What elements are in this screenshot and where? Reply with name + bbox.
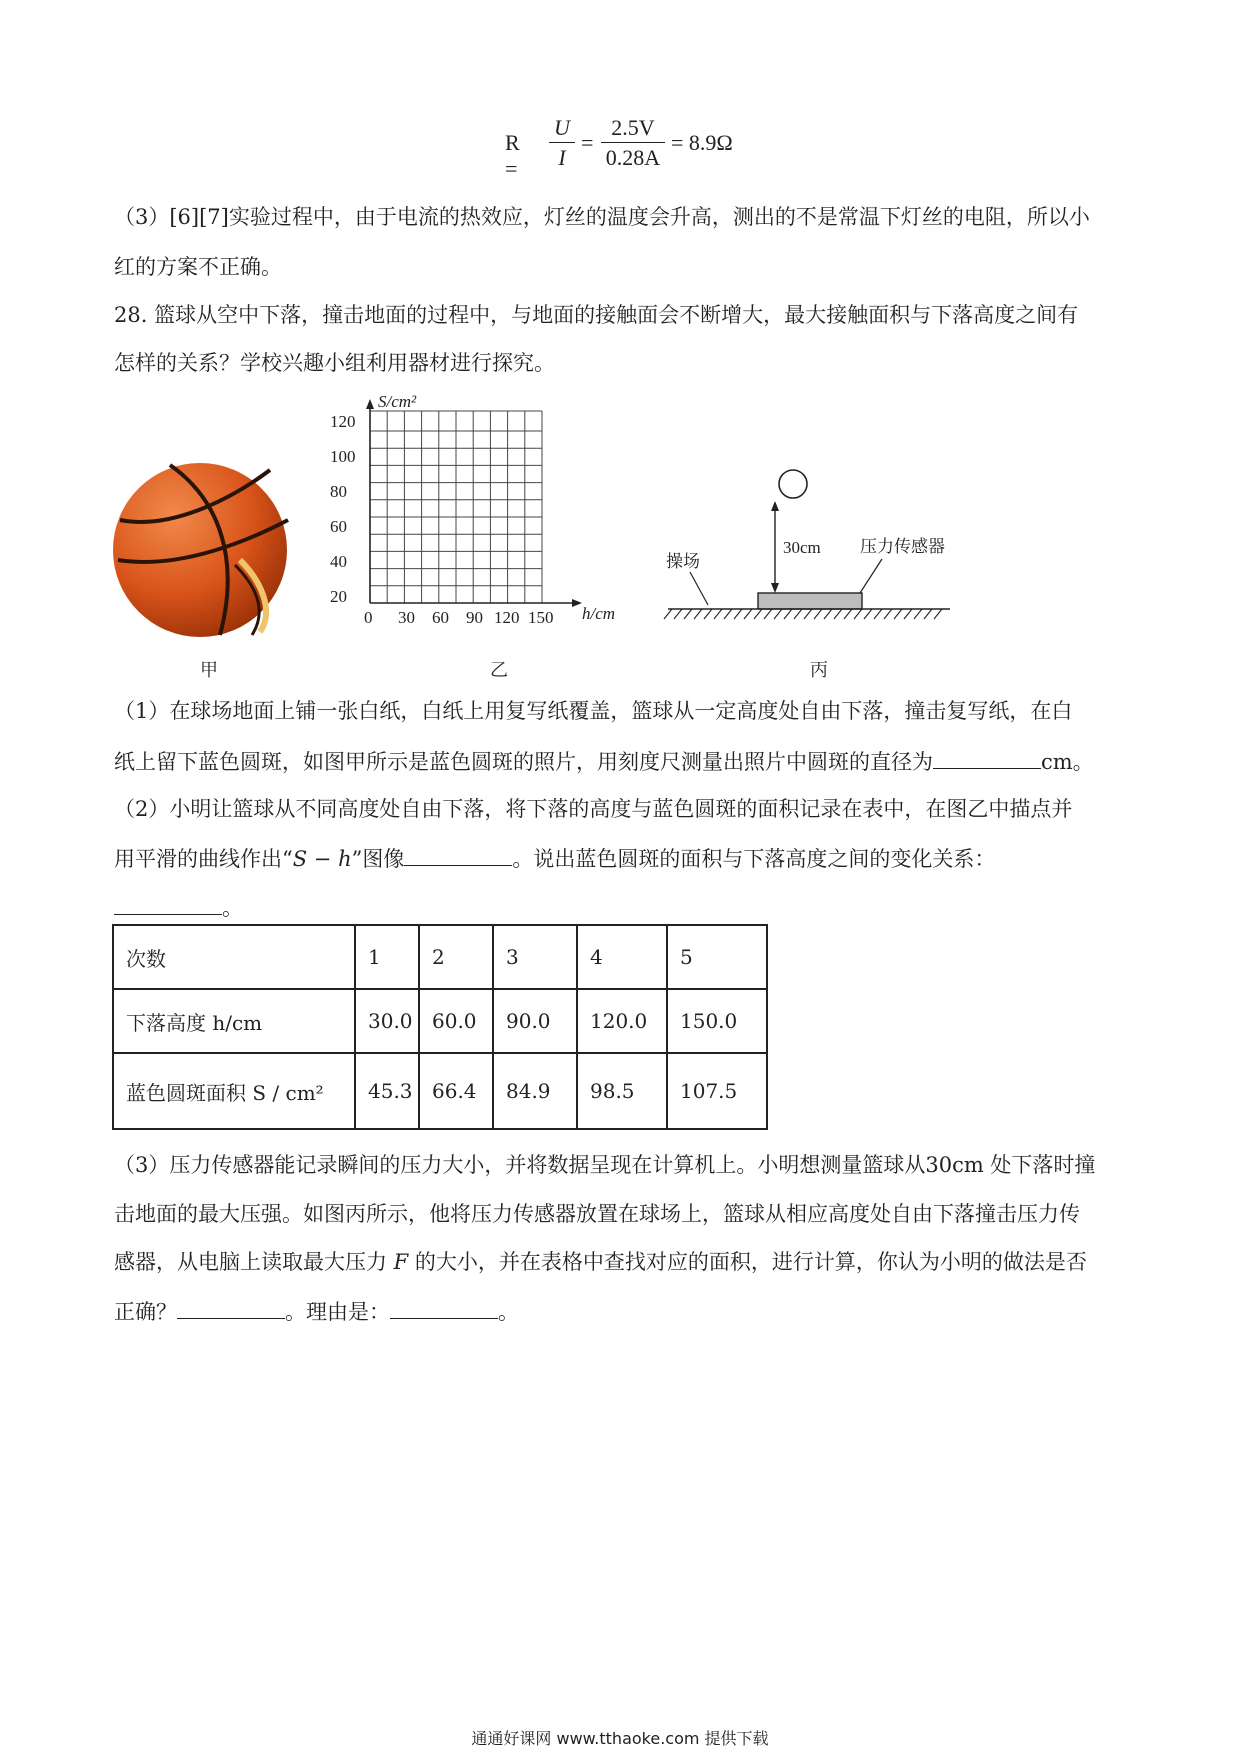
answer-blank-reason[interactable] bbox=[390, 1296, 498, 1319]
drop-test-diagram bbox=[660, 465, 950, 625]
hatch-mark bbox=[724, 609, 732, 619]
data-table bbox=[112, 924, 768, 1130]
part3-line-2: 击地面的最大压强。如图丙所示，他将压力传感器放置在球场上，篮球从相应高度处自由下落撞击压力传 bbox=[114, 1202, 1080, 1226]
hatch-mark bbox=[904, 609, 912, 619]
hatch-mark bbox=[844, 609, 852, 619]
table-cell: 120.0 bbox=[577, 989, 667, 1053]
table-header-cell: 5 bbox=[667, 925, 767, 989]
y-tick-label: 20 bbox=[330, 587, 347, 606]
y-tick-labels bbox=[330, 412, 356, 606]
chart-grid bbox=[370, 411, 542, 603]
y-tick-label: 80 bbox=[330, 482, 347, 501]
x-tick-labels bbox=[364, 608, 554, 627]
x-tick-label: 60 bbox=[432, 608, 449, 627]
hatch-mark bbox=[914, 609, 922, 619]
hatch-mark bbox=[924, 609, 932, 619]
hatch-mark bbox=[714, 609, 722, 619]
pressure-sensor bbox=[758, 593, 862, 609]
hatch-mark bbox=[884, 609, 892, 619]
part1-line-2: 纸上留下蓝色圆斑，如图甲所示是蓝色圆斑的照片，用刻度尺测量出照片中圆斑的直径为 cm。 bbox=[114, 746, 1094, 777]
table-header-cell: 3 bbox=[493, 925, 577, 989]
part3-line-1: （3）压力传感器能记录瞬间的压力大小，并将数据呈现在计算机上。小明想测量篮球从30cm 处下落时撞 bbox=[114, 1153, 1096, 1177]
table-cell: 30.0 bbox=[355, 989, 419, 1053]
ground-label: 操场 bbox=[666, 552, 700, 572]
table-cell: 下落高度 h/cm bbox=[113, 989, 355, 1053]
table-row bbox=[113, 925, 767, 989]
caption-jia: 甲 bbox=[200, 660, 218, 681]
formula-result: = 8.9Ω bbox=[671, 130, 733, 155]
hatch-mark bbox=[874, 609, 882, 619]
table-cell: 107.5 bbox=[667, 1053, 767, 1129]
x-tick-label: 120 bbox=[494, 608, 520, 627]
hatch-mark bbox=[854, 609, 862, 619]
hatch-mark bbox=[704, 609, 712, 619]
table-cell: 150.0 bbox=[667, 989, 767, 1053]
table-row bbox=[113, 1053, 767, 1129]
part2-line-2: 用平滑的曲线作出“S − h”图像 。说出蓝色圆斑的面积与下落高度之间的变化关系： bbox=[114, 843, 995, 874]
caption-yi: 乙 bbox=[490, 660, 508, 681]
part1-line-1: （1）在球场地面上铺一张白纸，白纸上用复写纸覆盖，篮球从一定高度处自由下落，撞击复写纸，在白 bbox=[114, 699, 1073, 723]
fraction-u-over-i: $\frac{U}{I}$ bbox=[549, 114, 575, 173]
table-row bbox=[113, 989, 767, 1053]
prev-answer-line-1: （3）[6][7]实验过程中，由于电流的热效应，灯丝的温度会升高，测出的不是常温下灯丝的电阻，所以小 bbox=[114, 205, 1090, 229]
answer-blank-correct[interactable] bbox=[177, 1296, 285, 1319]
x-axis-label: h/cm bbox=[582, 604, 616, 623]
hatch-mark bbox=[864, 609, 872, 619]
y-tick-label: 100 bbox=[330, 447, 356, 466]
table-cell: 45.3 bbox=[355, 1053, 419, 1129]
hatch-mark bbox=[824, 609, 832, 619]
part2-line-3: 。 bbox=[114, 892, 243, 923]
x-tick-label: 0 bbox=[364, 608, 373, 627]
x-axis-arrow bbox=[572, 599, 582, 607]
hatch-mark bbox=[804, 609, 812, 619]
caption-bing: 丙 bbox=[810, 660, 828, 681]
answer-blank-diameter[interactable] bbox=[933, 746, 1041, 769]
y-tick-label: 40 bbox=[330, 552, 347, 571]
sensor-label: 压力传感器 bbox=[860, 537, 945, 557]
hatch-mark bbox=[764, 609, 772, 619]
y-axis-label: S/cm² bbox=[378, 395, 417, 411]
y-tick-label: 60 bbox=[330, 517, 347, 536]
hatch-mark bbox=[744, 609, 752, 619]
table-header-cell: 次数 bbox=[113, 925, 355, 989]
hatch-mark bbox=[694, 609, 702, 619]
ball-icon bbox=[779, 470, 807, 498]
fraction-values: $\frac{2.5V}{0.28A}$ bbox=[601, 114, 665, 173]
hatch-mark bbox=[814, 609, 822, 619]
hatch-mark bbox=[794, 609, 802, 619]
table-header-cell: 4 bbox=[577, 925, 667, 989]
table-header-cell: 1 bbox=[355, 925, 419, 989]
table-cell: 90.0 bbox=[493, 989, 577, 1053]
page-footer: 通通好课网 www.tthaoke.com 提供下载 bbox=[471, 1729, 769, 1748]
formula-equals: = bbox=[581, 130, 594, 155]
part3-line-3: 感器，从电脑上读取最大压力 F 的大小，并在表格中查找对应的面积，进行计算，你认为小明的做法是否 bbox=[114, 1250, 1087, 1274]
hatch-mark bbox=[894, 609, 902, 619]
answer-blank-graph[interactable] bbox=[404, 843, 512, 866]
hatch-mark bbox=[734, 609, 742, 619]
x-tick-label: 90 bbox=[466, 608, 483, 627]
s-h-grid-chart bbox=[330, 395, 640, 630]
y-tick-label: 120 bbox=[330, 412, 356, 431]
table-cell: 98.5 bbox=[577, 1053, 667, 1129]
table-header-cell: 2 bbox=[419, 925, 493, 989]
x-tick-label: 30 bbox=[398, 608, 415, 627]
formula-lhs: R = bbox=[505, 130, 520, 181]
hatch-mark bbox=[934, 609, 942, 619]
hatch-mark bbox=[754, 609, 762, 619]
height-label: 30cm bbox=[783, 538, 821, 557]
ground-hatching bbox=[664, 609, 942, 619]
hatch-mark bbox=[674, 609, 682, 619]
hatch-mark bbox=[834, 609, 842, 619]
x-tick-label: 150 bbox=[528, 608, 554, 627]
hatch-mark bbox=[684, 609, 692, 619]
part2-line-1: （2）小明让篮球从不同高度处自由下落，将下落的高度与蓝色圆斑的面积记录在表中，在图乙中描点并 bbox=[114, 797, 1073, 821]
y-axis-arrow bbox=[366, 399, 374, 409]
hatch-mark bbox=[664, 609, 672, 619]
table-cell: 66.4 bbox=[419, 1053, 493, 1129]
basketball-image bbox=[110, 460, 290, 640]
prev-answer-line-2: 红的方案不正确。 bbox=[114, 255, 282, 279]
table-cell: 蓝色圆斑面积 S / cm² bbox=[113, 1053, 355, 1129]
question-line-1: 28. 篮球从空中下落，撞击地面的过程中，与地面的接触面会不断增大，最大接触面积与下落高度之间有 bbox=[114, 303, 1079, 327]
table-cell: 84.9 bbox=[493, 1053, 577, 1129]
hatch-mark bbox=[784, 609, 792, 619]
answer-blank-relationship[interactable] bbox=[114, 892, 222, 915]
question-line-2: 怎样的关系？学校兴趣小组利用器材进行探究。 bbox=[114, 351, 555, 375]
part3-line-4: 正确？ 。理由是： 。 bbox=[114, 1296, 519, 1327]
hatch-mark bbox=[774, 609, 782, 619]
table-cell: 60.0 bbox=[419, 989, 493, 1053]
